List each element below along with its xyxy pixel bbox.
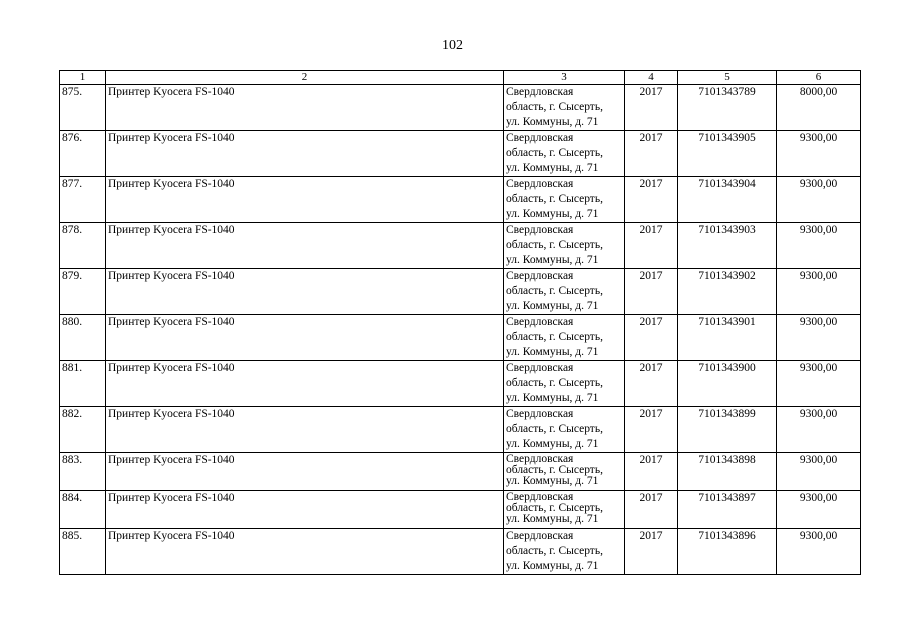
table-row bbox=[60, 177, 861, 223]
address-line: область, г. Сысерть, bbox=[506, 331, 603, 343]
address-line: область, г. Сысерть, bbox=[506, 101, 603, 113]
item-price: 9300,00 bbox=[777, 315, 861, 361]
item-year: 2017 bbox=[625, 491, 678, 529]
inventory-number: 7101343789 bbox=[678, 85, 777, 131]
item-name: Принтер Kyocera FS-1040 bbox=[106, 407, 504, 453]
address-line: ул. Коммуны, д. 71 bbox=[506, 116, 599, 128]
address-line: область, г. Сысерть, bbox=[506, 193, 603, 205]
item-address bbox=[504, 177, 625, 223]
inventory-number: 7101343901 bbox=[678, 315, 777, 361]
column-header: 4 bbox=[625, 71, 678, 85]
inventory-number: 7101343902 bbox=[678, 269, 777, 315]
item-price: 9300,00 bbox=[777, 269, 861, 315]
table-row bbox=[60, 223, 861, 269]
address-line: ул. Коммуны, д. 71 bbox=[506, 560, 599, 572]
address-line: ул. Коммуны, д. 71 bbox=[506, 300, 599, 312]
item-name: Принтер Kyocera FS-1040 bbox=[106, 85, 504, 131]
address-line: Свердловская bbox=[506, 408, 574, 420]
table-row bbox=[60, 491, 861, 529]
address-line: Свердловская bbox=[506, 453, 574, 465]
address-line: Свердловская bbox=[506, 178, 574, 190]
inventory-number: 7101343898 bbox=[678, 453, 777, 491]
item-year: 2017 bbox=[625, 269, 678, 315]
address-line: Свердловская bbox=[506, 530, 574, 542]
item-address bbox=[504, 491, 625, 529]
row-number: 885. bbox=[60, 529, 106, 575]
item-address bbox=[504, 315, 625, 361]
address-line: область, г. Сысерть, bbox=[506, 545, 603, 557]
item-year: 2017 bbox=[625, 131, 678, 177]
address-line: Свердловская bbox=[506, 224, 574, 236]
address-line: ул. Коммуны, д. 71 bbox=[506, 438, 599, 450]
row-number: 884. bbox=[60, 491, 106, 529]
item-year: 2017 bbox=[625, 315, 678, 361]
table-header-row bbox=[60, 71, 861, 85]
table-row bbox=[60, 361, 861, 407]
item-year: 2017 bbox=[625, 177, 678, 223]
table-row bbox=[60, 453, 861, 491]
item-price: 9300,00 bbox=[777, 453, 861, 491]
column-header: 5 bbox=[678, 71, 777, 85]
item-price: 9300,00 bbox=[777, 223, 861, 269]
item-name: Принтер Kyocera FS-1040 bbox=[106, 453, 504, 491]
item-year: 2017 bbox=[625, 361, 678, 407]
item-price: 8000,00 bbox=[777, 85, 861, 131]
item-price: 9300,00 bbox=[777, 491, 861, 529]
item-address bbox=[504, 407, 625, 453]
item-name: Принтер Kyocera FS-1040 bbox=[106, 529, 504, 575]
address-line: ул. Коммуны, д. 71 bbox=[506, 475, 599, 487]
row-number: 878. bbox=[60, 223, 106, 269]
item-price: 9300,00 bbox=[777, 529, 861, 575]
address-line: Свердловская bbox=[506, 362, 574, 374]
address-line: Свердловская bbox=[506, 270, 574, 282]
item-name: Принтер Kyocera FS-1040 bbox=[106, 315, 504, 361]
inventory-number: 7101343896 bbox=[678, 529, 777, 575]
item-name: Принтер Kyocera FS-1040 bbox=[106, 491, 504, 529]
item-year: 2017 bbox=[625, 85, 678, 131]
address-line: Свердловская bbox=[506, 316, 574, 328]
item-address bbox=[504, 85, 625, 131]
table-row bbox=[60, 269, 861, 315]
address-line: ул. Коммуны, д. 71 bbox=[506, 346, 599, 358]
table-row bbox=[60, 131, 861, 177]
row-number: 876. bbox=[60, 131, 106, 177]
item-year: 2017 bbox=[625, 453, 678, 491]
address-line: область, г. Сысерть, bbox=[506, 239, 603, 251]
address-line: Свердловская bbox=[506, 491, 574, 503]
column-header: 2 bbox=[106, 71, 504, 85]
inventory-number: 7101343903 bbox=[678, 223, 777, 269]
item-year: 2017 bbox=[625, 529, 678, 575]
column-header: 6 bbox=[777, 71, 861, 85]
item-name: Принтер Kyocera FS-1040 bbox=[106, 269, 504, 315]
item-address bbox=[504, 361, 625, 407]
inventory-number: 7101343905 bbox=[678, 131, 777, 177]
row-number: 881. bbox=[60, 361, 106, 407]
item-name: Принтер Kyocera FS-1040 bbox=[106, 177, 504, 223]
item-name: Принтер Kyocera FS-1040 bbox=[106, 223, 504, 269]
address-line: ул. Коммуны, д. 71 bbox=[506, 254, 599, 266]
inventory-number: 7101343899 bbox=[678, 407, 777, 453]
table-row bbox=[60, 407, 861, 453]
column-header: 1 bbox=[60, 71, 106, 85]
row-number: 882. bbox=[60, 407, 106, 453]
item-price: 9300,00 bbox=[777, 177, 861, 223]
address-line: область, г. Сысерть, bbox=[506, 464, 603, 476]
address-line: ул. Коммуны, д. 71 bbox=[506, 513, 599, 525]
page-number: 102 bbox=[442, 38, 463, 53]
item-address bbox=[504, 223, 625, 269]
address-line: Свердловская bbox=[506, 86, 574, 98]
row-number: 877. bbox=[60, 177, 106, 223]
item-year: 2017 bbox=[625, 223, 678, 269]
address-line: ул. Коммуны, д. 71 bbox=[506, 392, 599, 404]
address-line: область, г. Сысерть, bbox=[506, 285, 603, 297]
row-number: 875. bbox=[60, 85, 106, 131]
item-year: 2017 bbox=[625, 407, 678, 453]
address-line: Свердловская bbox=[506, 132, 574, 144]
item-address bbox=[504, 269, 625, 315]
table-row bbox=[60, 529, 861, 575]
row-number: 880. bbox=[60, 315, 106, 361]
item-price: 9300,00 bbox=[777, 407, 861, 453]
item-address bbox=[504, 529, 625, 575]
inventory-number: 7101343900 bbox=[678, 361, 777, 407]
address-line: ул. Коммуны, д. 71 bbox=[506, 162, 599, 174]
inventory-number: 7101343897 bbox=[678, 491, 777, 529]
table-row bbox=[60, 85, 861, 131]
row-number: 883. bbox=[60, 453, 106, 491]
item-price: 9300,00 bbox=[777, 361, 861, 407]
address-line: область, г. Сысерть, bbox=[506, 423, 603, 435]
address-line: область, г. Сысерть, bbox=[506, 147, 603, 159]
item-name: Принтер Kyocera FS-1040 bbox=[106, 131, 504, 177]
inventory-number: 7101343904 bbox=[678, 177, 777, 223]
address-line: ул. Коммуны, д. 71 bbox=[506, 208, 599, 220]
item-address bbox=[504, 131, 625, 177]
row-number: 879. bbox=[60, 269, 106, 315]
item-name: Принтер Kyocera FS-1040 bbox=[106, 361, 504, 407]
item-price: 9300,00 bbox=[777, 131, 861, 177]
table-row bbox=[60, 315, 861, 361]
item-address bbox=[504, 453, 625, 491]
address-line: область, г. Сысерть, bbox=[506, 377, 603, 389]
column-header: 3 bbox=[504, 71, 625, 85]
table-body bbox=[60, 85, 861, 575]
asset-table bbox=[59, 70, 861, 575]
address-line: область, г. Сысерть, bbox=[506, 502, 603, 514]
